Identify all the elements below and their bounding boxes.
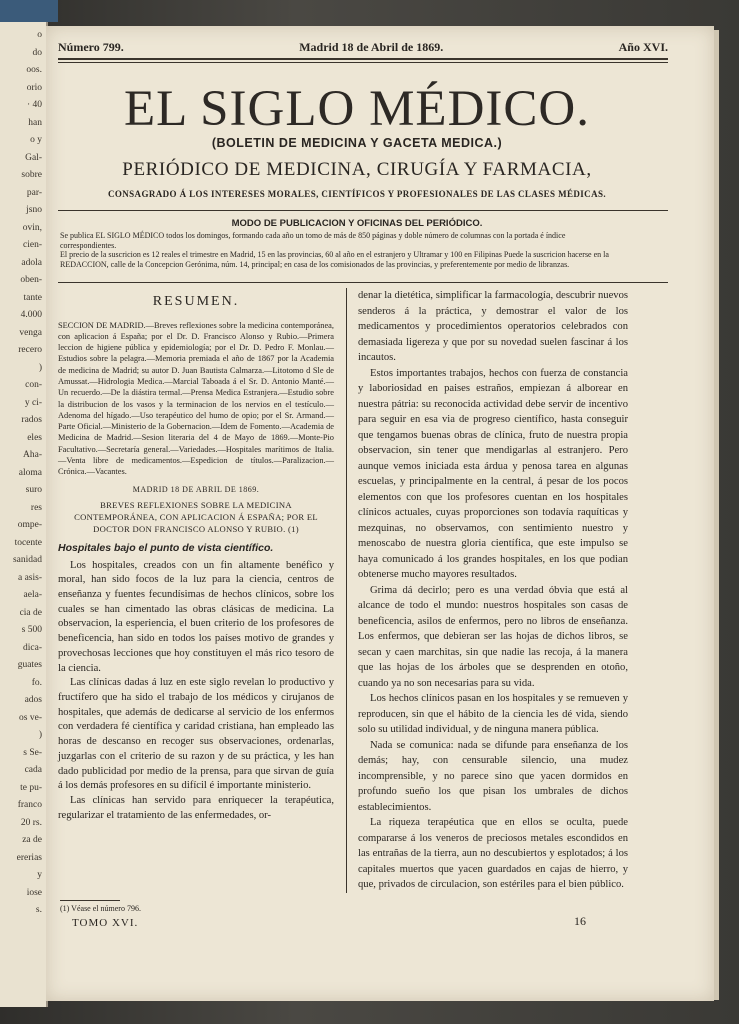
left-page-fragment: fo. (31, 677, 42, 688)
newspaper-page (46, 26, 714, 1001)
left-page-fragment: guates (17, 660, 42, 670)
left-page-fragment: oben- (20, 275, 42, 285)
footnote: (1) Véase el número 796. (60, 904, 141, 913)
masthead-rule-thin (58, 62, 668, 63)
right-paragraph-6: La riqueza terapéutica que en ellos se oculta, puede compararse á los veneros de preciosos metales escondidos en las entrañas de la tierra, aun no descubiertos y esplotados; á los capitales muertos que yacen guardados en cajas de hierro, y que, privados de circulacion, son estériles para el bien público. (358, 817, 628, 890)
left-paragraph-3: Las clínicas han servido para enriquecer la terapéutica, regularizar el tratamiento de las enfermedades, or- (58, 794, 334, 821)
page-edge (714, 30, 719, 1000)
left-page-fragment: rados (21, 415, 42, 425)
left-page-fragment: par- (26, 187, 42, 198)
left-page-fragment: y (37, 870, 42, 880)
right-paragraph-3: Grima dá decirlo; pero es una verdad óbvia que está al alcance de todo el mundo: nuestros hospitales son casas de beneficencia, asilos de enfermos, pero no libros de enseñanza. Los enfermos, que debieran ser las hojas de dichos libros, se secan y caen marchitas, sin que nadie las recoja, á la manera que las hojas de los árboles que se desprenden en otoño, cuando ya no son necesarias para su vida. (358, 584, 628, 689)
right-paragraph-2: Estos importantes trabajos, hechos con fuerza de constancia y laboriosidad en paises estraños, empiezan á alborear en nuestra pátria: su reconocida actividad debe servir de incentivo para seguir en esa via de progreso científico, hasta conseguir que tengamos buenas obras de clínica, fruto de nuestra propia observacion, sin tener que mendigarlas al estranjero. Pero aunque vemos iniciada esta árdua y penosa tarea en algunas escuelas, y principalmente en la central, á pesar de los pocos elementos con que los profesores cuentan en los hospitales clínicos actuales, cuyas proporciones son todavía raquíticas y mezquinas, no observamos, con sentimiento nuestro y menoscabo de nuestra gloria científica, que este impulso se haya comunicado á los grandes hospitales, en los que podian obtenerse mucho mayores resultados. (358, 367, 628, 580)
left-page-fragment: do (32, 47, 42, 58)
left-page-fragment: adola (21, 257, 42, 268)
binding-tab (0, 0, 58, 22)
left-page-fragment: ererias (16, 852, 42, 863)
left-page-fragment: tante (23, 292, 42, 303)
left-page-fragment: orio (26, 82, 42, 93)
left-page-fragment: za de (22, 835, 42, 845)
left-page-fragment: y ci- (24, 397, 42, 408)
column-divider (346, 288, 347, 893)
left-page-fragment: cada (24, 765, 42, 775)
left-page-fragment: 20 rs. (20, 817, 42, 828)
left-page-fragment: s 500 (21, 625, 42, 635)
left-page-fragment: ompe- (17, 520, 42, 530)
left-page-fragment: s. (35, 905, 42, 915)
left-page-fragment: o y (30, 135, 42, 145)
resumen-text: SECCION DE MADRID.—Breves reflexiones sobre la medicina contemporánea, con aplicacion á España; por el Dr. D. Francisco Alonso y Rubio.—Primera leccion de higiene pública y epidemiología; por el Dr. D. Pedro F. Monlau.—Estudios sobre la pelagra.—Memoria premiada el año de 1867 por la Academia de medicina de Madrid; su autor D. Juan Bautista Calmarza.—Litotomo d Sle de Amussat.—Hidrologia Medica.—Marcial Taboada á el Sr. D. Antonio Manté.—Un recuerdo.—De la diástira termal.—Prensa Medica Estranjera.—Estudio sobre la distribucion de los vasos y la terminacion de los nervios en el testículo.—Adenoma del hígado.—Uso terapéutico del humo de opio; por el Sr. Armand.—Parte Oficial.—Ministerio de la Gobernacion.—Idem de Fomento.—Academia de Medicina de Madrid.—Sesion literaria del 4 de Mayo de 1869.—Monte-Pio Facultativo.—Secretaría general.—Variedades.—Hospitales marítimos de Italia.—Venta libre de medicamentos.—Espedicion de títulos.—Paralizacion.—Crónica.—Vacantes. (58, 320, 334, 477)
left-page-fragment: res (30, 502, 42, 513)
modo-line-2: El precio de la suscricion es 12 reales el trimestre en Madrid, 15 en las provincias, 60 al año en el estranjero y Ultramar y 100 en Filipinas Puede la suscricion hacerse en la REDACCION, calle de la Concepcion Gerónima, núm. 14, principal; en casa de los comisionados de las provincias, y preferentemente por medio de libranzas. (60, 250, 609, 269)
left-paragraph-1: Los hospitales, creados con un fin altamente benéfico y moral, han sido focos de la luz para la ciencia, centros de enseñanza y fuentes fecundísimas de hechos clínicos, sobre los cuales se han cimentado las obras clásicas de medicina. La observacion, la esperiencia, el buen criterio de los profesores de beneficencia, han sido en todos los países motivo de grandes y provechosas lecciones que hoy constituyen el más rico tesoro de la ciencia. (58, 559, 334, 674)
left-page-fragment: ) (38, 362, 42, 373)
left-page-fragment: o (37, 30, 42, 40)
subtitle-periodico: PERIÓDICO DE MEDICINA, CIRUGÍA Y FARMACIA, (122, 159, 592, 180)
left-page-fragment: 4.000 (20, 310, 42, 320)
left-page-edge (0, 22, 48, 1007)
left-page-fragment: suro (25, 485, 42, 495)
masthead-rule (58, 58, 668, 60)
left-page-fragment: sanidad (12, 555, 42, 565)
subtitle-boletin: (BOLETIN DE MEDICINA Y GACETA MEDICA.) (211, 136, 503, 150)
left-page-fragment: cia de (19, 607, 42, 618)
right-paragraph-5: Nada se comunica: nada se difunde para enseñanza de los demás; hay, con censurable silencio, una mudez incomprensible, y no parece sino que yacen dormidos en profundo sueño los que pisan los umbrales de dichos establecimientos. (358, 739, 628, 813)
left-page-fragment: venga (19, 327, 42, 338)
left-page-fragment: iose (26, 887, 42, 898)
subtitle-consagrado: CONSAGRADO Á LOS INTERESES MORALES, CIENTÍFICOS Y PROFESIONALES DE LAS CLASES MÉDICAS. (107, 189, 607, 199)
modo-line-1: Se publica EL SIGLO MÉDICO todos los domingos, formando cada año un tomo de más de 850 páginas y doble número de columnas con la portada é índice correspondientes. (60, 231, 566, 250)
left-page-fragment: aloma (18, 467, 42, 478)
article-heading: BREVES REFLEXIONES SOBRE LA MEDICINA CONTEMPORÁNEA, CON APLICACION Á ESPAÑA; POR EL DOCTOR DON FRANCISCO ALONSO Y RUBIO. (1) (74, 500, 318, 535)
left-page-fragment: Aha- (23, 450, 42, 460)
left-page-fragment: sobre (21, 170, 42, 180)
tomo-label: TOMO XVI. (72, 917, 139, 929)
issue-year: Año XVI. (618, 40, 668, 54)
left-page-fragment: · 40 (26, 100, 42, 110)
right-paragraph-1: denar la dietética, simplificar la farmacología, descubrir nuevos senderos á la práctica, y demostrar el valor de los medicamentos y procedimientos operatorios celebrados con demasiada ligereza y que por su novedad suelen fascinar á los incautos. (358, 290, 628, 363)
footnote-rule (60, 900, 120, 901)
modo-rule-bottom (58, 282, 668, 283)
right-paragraph-4: Los hechos clínicos pasan en los hospitales y se remueven y reproducen, sin que el hábito de la ciencia les dé vida, siendo solo su utilidad individual, y de ninguna manera pública. (358, 693, 628, 735)
left-column (58, 288, 334, 823)
modo-title: MODO DE PUBLICACION Y OFICINAS DEL PERIÓDICO. (231, 218, 483, 229)
left-page-fragment: con- (25, 380, 42, 390)
left-page-fragment: os ve- (19, 712, 42, 723)
page-number: 16 (574, 914, 586, 928)
left-page-fragment: s Se- (23, 747, 42, 758)
left-page-fragment: cien- (23, 240, 42, 250)
left-page-fragment: ) (38, 730, 42, 740)
issue-number: Número 799. (58, 40, 124, 54)
masthead-meta (58, 40, 668, 55)
modo-body (60, 231, 622, 269)
left-page-fragment: tocente (14, 537, 42, 548)
left-page-fragment: Gal- (25, 152, 42, 163)
left-page-fragment: han (28, 117, 42, 128)
issue-date: Madrid 18 de Abril de 1869. (299, 40, 444, 54)
resumen-title: RESUMEN. (152, 294, 240, 309)
section-heading: Hospitales bajo el punto de vista científico. (58, 542, 274, 555)
left-page-fragment: recero (18, 345, 42, 355)
left-page-fragment: ovin, (22, 222, 42, 233)
left-page-fragment: franco (17, 800, 42, 810)
left-page-fragment: aela- (23, 590, 42, 600)
left-page-fragment: te pu- (20, 782, 42, 793)
left-page-fragment: oos. (26, 65, 42, 75)
left-page-fragment: ados (24, 695, 42, 705)
left-page-fragment: eles (27, 432, 42, 443)
left-paragraph-2: Las clínicas dadas á luz en este siglo revelan lo productivo y fructífero que ha sido el trabajo de los médicos y cirujanos de hospitales, que además de dedicarse al servicio de los enfermos con verdadera fé científica y caridad cristiana, han empleado las horas de descanso en recoger sus observaciones, ordenarlas, juzgarlas con el criterio de su razon y de su práctica, y les han dado publicidad por medio de la prensa, para que sirvan de guía á los demás profesores en su difícil é importante ministerio. (58, 677, 334, 792)
dateline: MADRID 18 DE ABRIL DE 1869. (132, 484, 260, 494)
left-page-fragment: a asis- (17, 572, 42, 583)
left-page-fragment: jsno (26, 205, 42, 215)
left-page-fragment: dica- (23, 642, 42, 653)
newspaper-title: EL SIGLO MÉDICO. (124, 81, 590, 137)
right-column (358, 288, 628, 893)
modo-rule-top (58, 210, 668, 211)
